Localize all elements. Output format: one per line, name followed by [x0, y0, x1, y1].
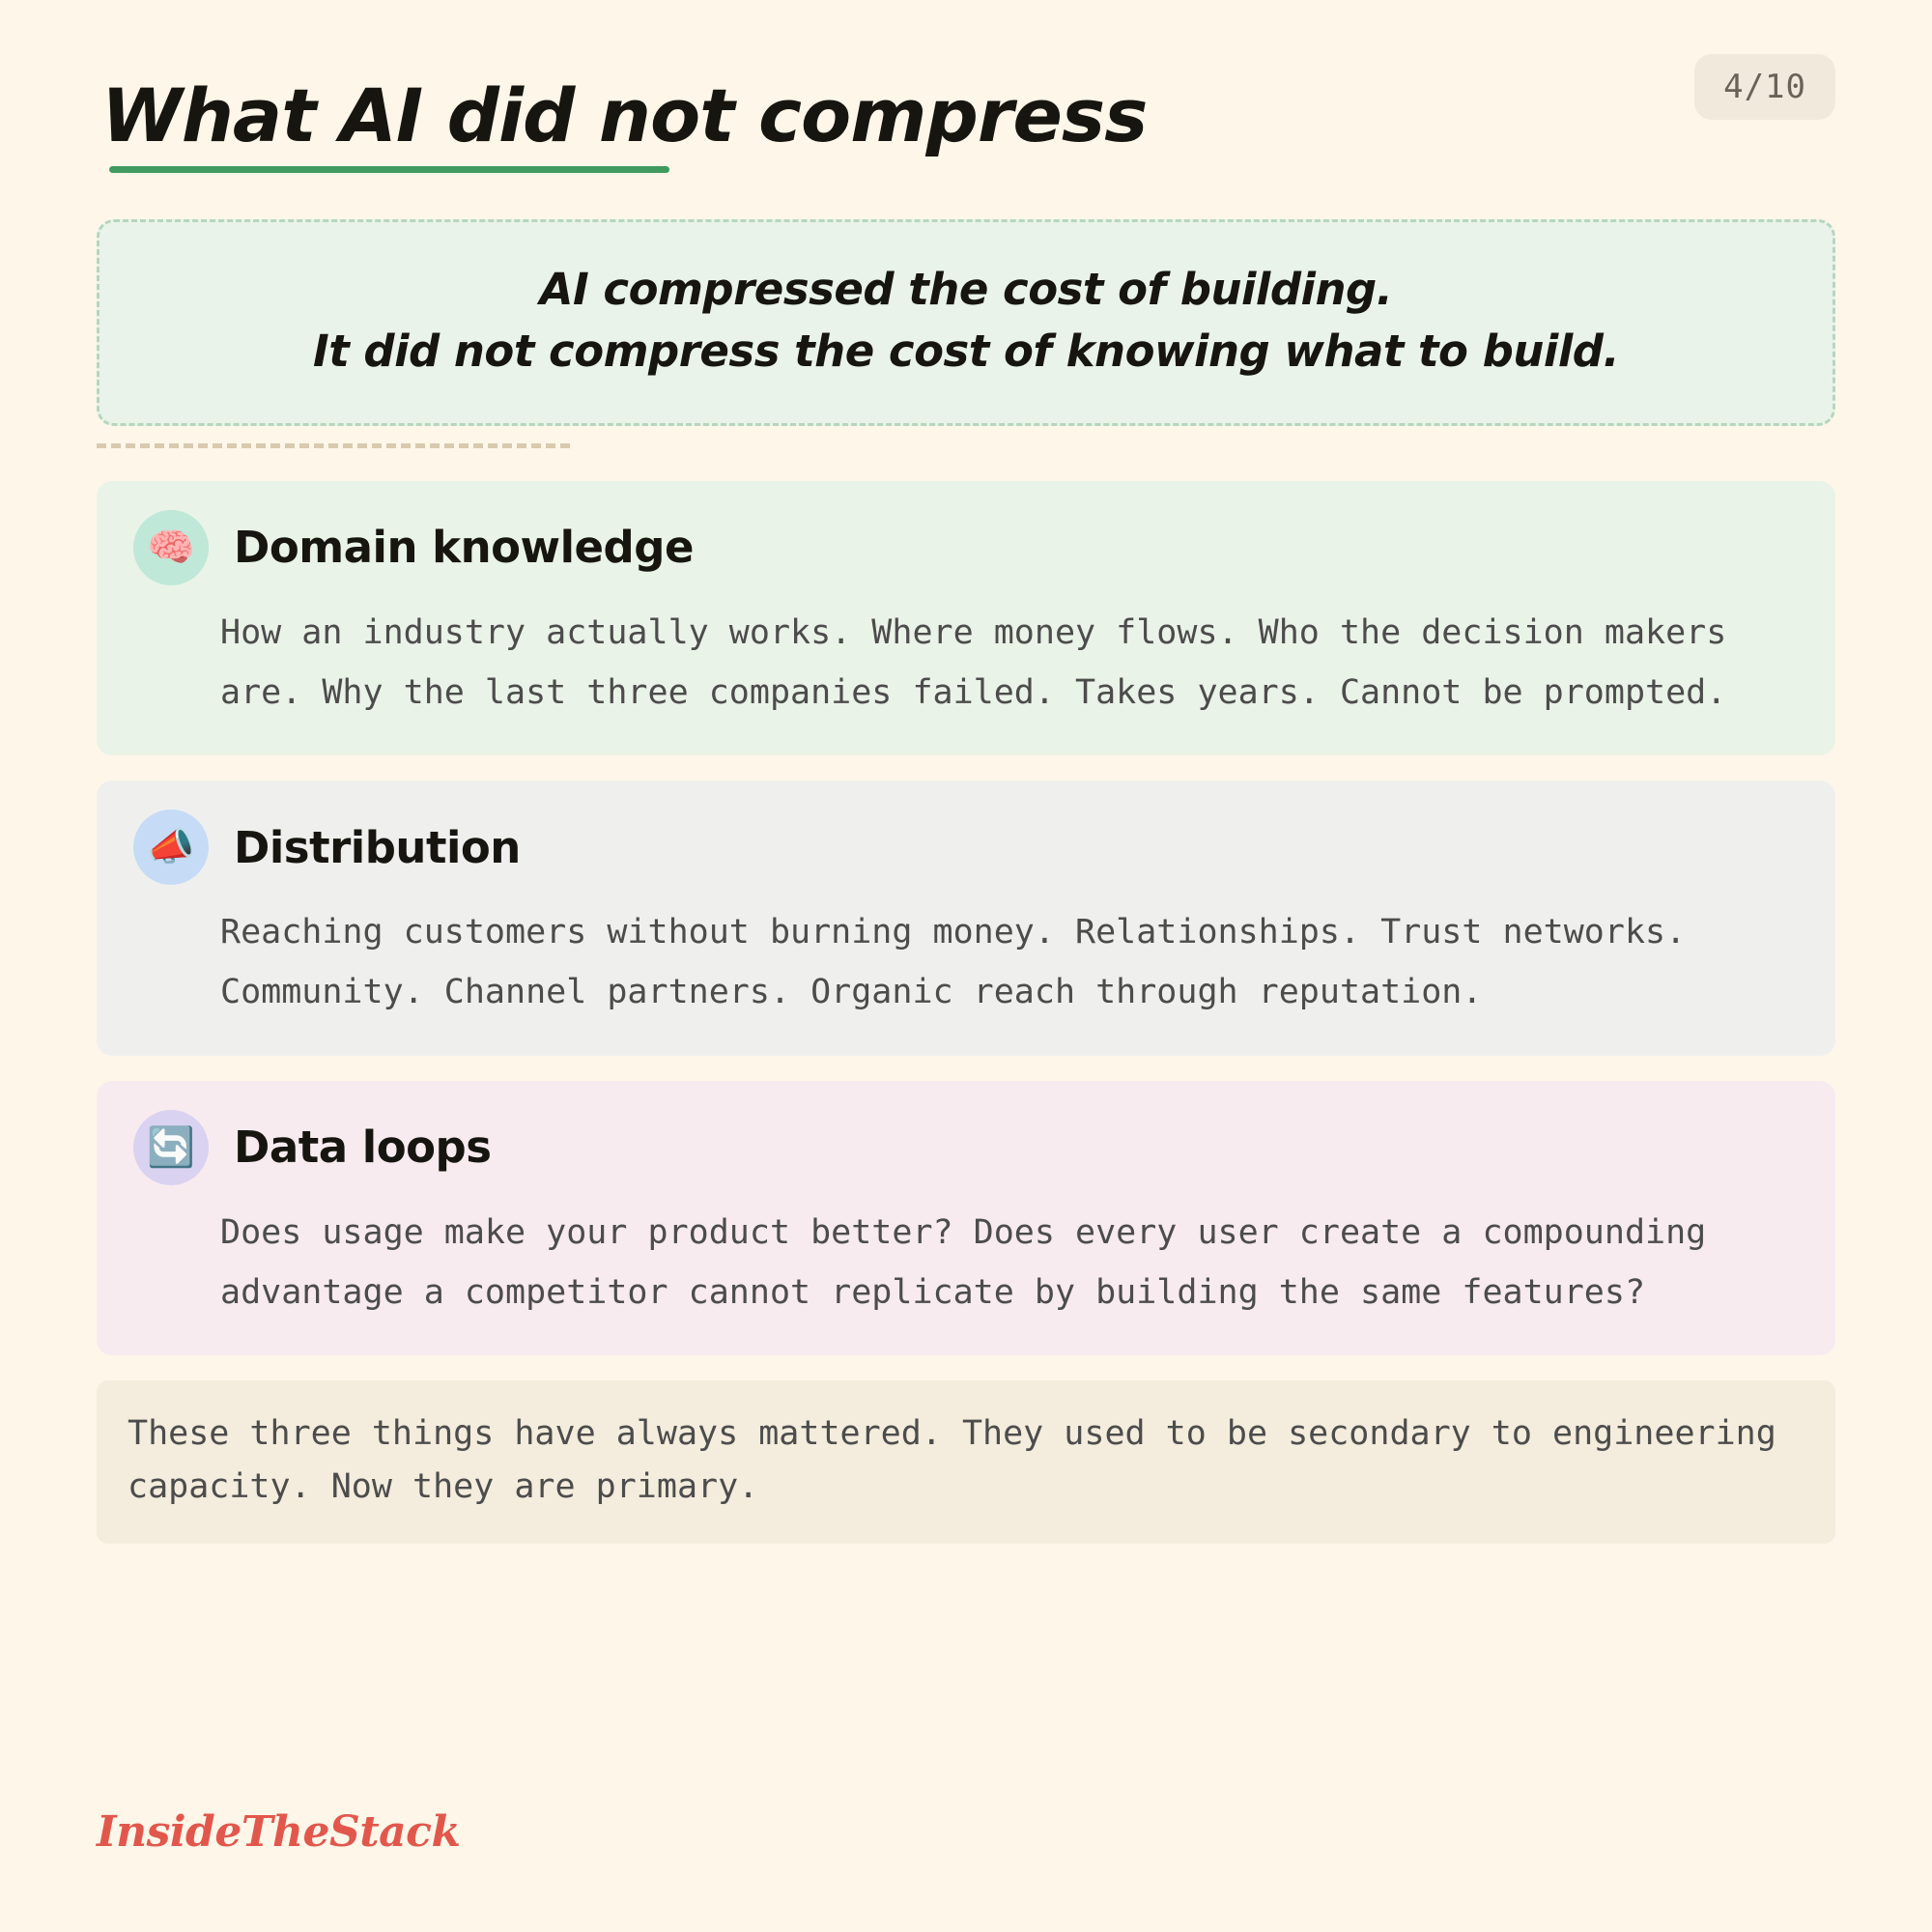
brain-icon: 🧠	[133, 510, 209, 585]
card-distribution	[97, 781, 1835, 1056]
card-body: Does usage make your product better? Does every user create a compounding advantage a competitor cannot replicate by building the same features?	[220, 1212, 1707, 1313]
card-domain-knowledge	[97, 481, 1835, 756]
megaphone-icon: 📣	[133, 810, 209, 885]
page-indicator: 4/10	[1694, 54, 1835, 120]
card-body: Reaching customers without burning money. Relationships. Trust networks. Community. Channel partners. Organic reach through reputation.	[220, 913, 1687, 1012]
card-title: Domain knowledge	[234, 522, 694, 574]
card-list	[97, 481, 1835, 1356]
dashed-divider	[97, 443, 570, 448]
brand-wordmark: InsideTheStack	[97, 1807, 461, 1857]
page-title: What AI did not compress	[101, 72, 1148, 158]
card-header	[133, 510, 1799, 585]
callout-line-2: It did not compress the cost of knowing what to build.	[312, 325, 1620, 377]
footnote-text: These three things have always mattered. They used to be secondary to engineering capacity. Now they are primary.	[128, 1414, 1776, 1506]
title-underline	[109, 166, 669, 173]
callout-line-1: AI compressed the cost of building.	[539, 263, 1393, 315]
card-header	[133, 1110, 1799, 1185]
card-title: Data loops	[234, 1122, 492, 1174]
footnote-box	[97, 1380, 1835, 1544]
card-body: How an industry actually works. Where money flows. Who the decision makers are. Why the last three companies failed. Takes years. Cannot be prompted.	[220, 612, 1727, 712]
callout-box	[97, 219, 1835, 426]
card-data-loops	[97, 1081, 1835, 1356]
card-header	[133, 810, 1799, 885]
page-title-wrap	[101, 72, 1835, 173]
refresh-loop-icon: 🔄	[133, 1110, 209, 1185]
card-title: Distribution	[234, 821, 521, 873]
